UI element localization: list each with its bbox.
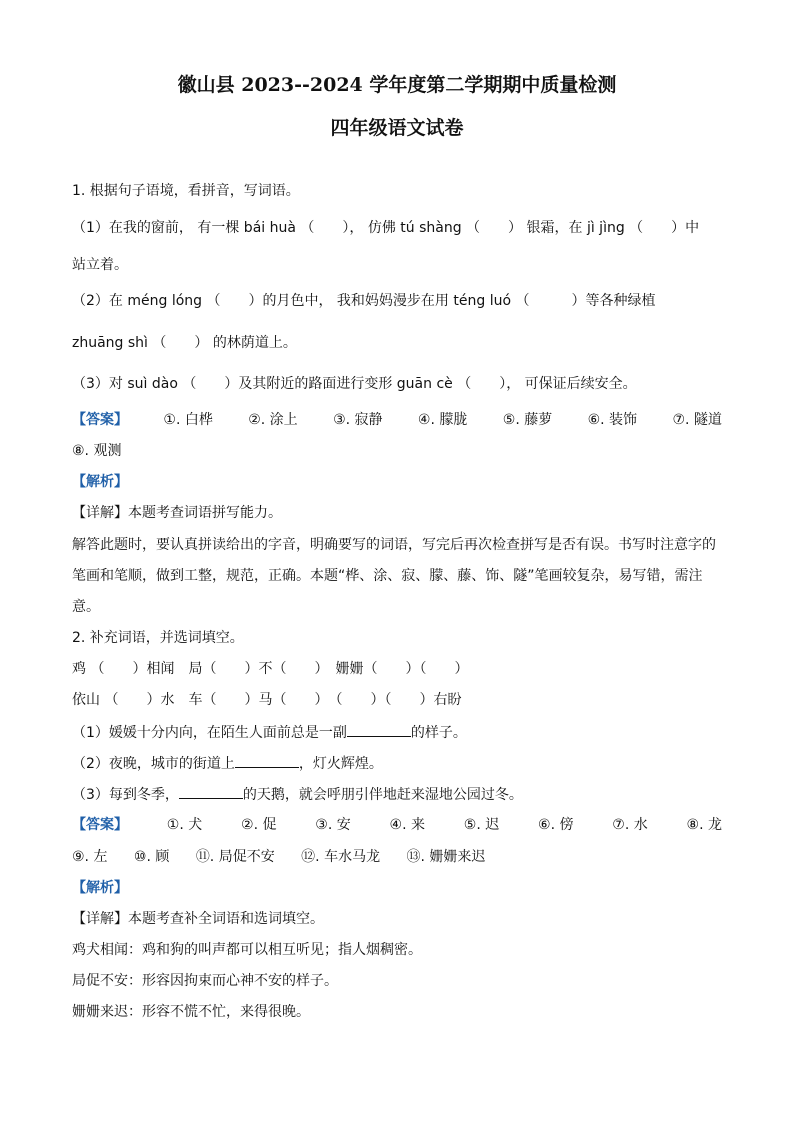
q2-answer-7: ⑦. 水 (612, 817, 648, 833)
q2-answer-4: ④. 来 (389, 817, 425, 833)
q2-detail-3: 局促不安：形容因拘束而心神不安的样子。 (72, 973, 338, 989)
q1-sentence-2-cont: zhuāng shì （ ） 的林荫道上。 (72, 335, 297, 351)
q2-words-1: 鸡 （ ）相闻 局（ ）不（ ） 姗姗（ ）（ ） (72, 661, 469, 677)
q2-answer-tag: 【答案】 (72, 817, 128, 833)
q1-detail-3: 笔画和笔顺，做到工整，规范，正确。本题“桦、涂、寂、朦、藤、饰、隧”笔画较复杂，易写错，需注 (72, 568, 703, 584)
q2-words-2: 依山 （ ）水 车（ ）马（ ） （ ）（ ）右盼 (72, 692, 462, 708)
q2-answer-10: ⑩. 顾 (133, 849, 170, 865)
q2-answer-row (72, 815, 722, 835)
q1-sentence-1-cont: 站立着。 (72, 257, 128, 273)
q1-answer-row (72, 410, 722, 430)
q1-answer-6: ⑥. 装饰 (587, 412, 638, 428)
q1-answer-5: ⑤. 藤萝 (502, 412, 553, 428)
answer-blank (347, 722, 411, 737)
q1-answer-1: ①. 白桦 (163, 412, 213, 428)
q2-answer-11: ⑪. 局促不安 (195, 849, 275, 865)
q1-answer-4: ④. 朦胧 (417, 412, 468, 428)
q2-stem: 2. 补充词语，并选词填空。 (72, 630, 244, 646)
q2-answer-9: ⑨. 左 (72, 849, 108, 865)
q2-answer-1: ①. 犬 (166, 817, 203, 833)
answer-blank (179, 784, 243, 799)
q1-answer-3: ③. 寂静 (333, 412, 383, 428)
q2-detail-4: 姗姗来迟：形容不慌不忙，来得很晚。 (72, 1004, 310, 1020)
q2-detail-1: 【详解】本题考查补全词语和选词填空。 (72, 911, 324, 927)
q1-detail-2: 解答此题时，要认真拼读给出的字音，明确要写的词语，写完后再次检查拼写是否有误。书写时注意字的 (72, 537, 716, 553)
q2-answer-2: ②. 促 (241, 817, 277, 833)
page-subtitle: 四年级语文试卷 (330, 117, 464, 139)
q2-answer-13: ⑬. 姗姗来迟 (406, 849, 486, 865)
q2-answer-3: ③. 安 (315, 817, 351, 833)
q1-detail-4: 意。 (72, 599, 100, 615)
q2-answer-12: ⑫. 车水马龙 (301, 849, 381, 865)
q1-detail-1: 【详解】本题考查词语拼写能力。 (72, 505, 282, 521)
q2-detail-2: 鸡犬相闻：鸡和狗的叫声都可以相互听见；指人烟稠密。 (72, 942, 422, 958)
q1-answer-7: ⑦. 隧道 (672, 412, 722, 428)
q1-sentence-1: （1）在我的窗前， 有一棵 bái huà （ ）， 仿佛 tú shàng （ ） 银霜，在 jì jìng （ ）中 (72, 220, 700, 236)
q1-answer-row-2 (72, 441, 722, 461)
q2-sentence-2: （2）夜晚，城市的街道上 ，灯火辉煌。 (72, 753, 722, 774)
q2-sentence-3: （3）每到冬季， 的天鹅，就会呼朋引伴地赶来湿地公园过冬。 (72, 784, 722, 805)
q1-sentence-3: （3）对 suì dào （ ）及其附近的路面进行变形 guān cè （ ）， 可保证后续安全。 (72, 376, 637, 392)
q1-analysis-tag: 【解析】 (72, 474, 128, 490)
page-title: 徽山县 2023--2024 学年度第二学期期中质量检测 (177, 74, 617, 96)
q2-answer-row-2 (72, 847, 722, 867)
q1-stem: 1. 根据句子语境，看拼音，写词语。 (72, 183, 300, 199)
q1-answer-8: ⑧. 观测 (72, 443, 122, 459)
q2-sentence-1: （1）媛媛十分内向，在陌生人面前总是一副 的样子。 (72, 722, 722, 743)
q1-answer-tag: 【答案】 (72, 412, 128, 428)
q2-answer-8: ⑧. 龙 (686, 817, 722, 833)
q2-analysis-tag: 【解析】 (72, 880, 128, 896)
answer-blank (235, 753, 299, 768)
q2-answer-6: ⑥. 傍 (538, 817, 574, 833)
q1-sentence-2: （2）在 méng lóng （ ）的月色中， 我和妈妈漫步在用 téng luó （ ）等各种绿植 (72, 293, 656, 309)
q1-answer-2: ②. 涂上 (248, 412, 298, 428)
q2-answer-5: ⑤. 迟 (463, 817, 500, 833)
